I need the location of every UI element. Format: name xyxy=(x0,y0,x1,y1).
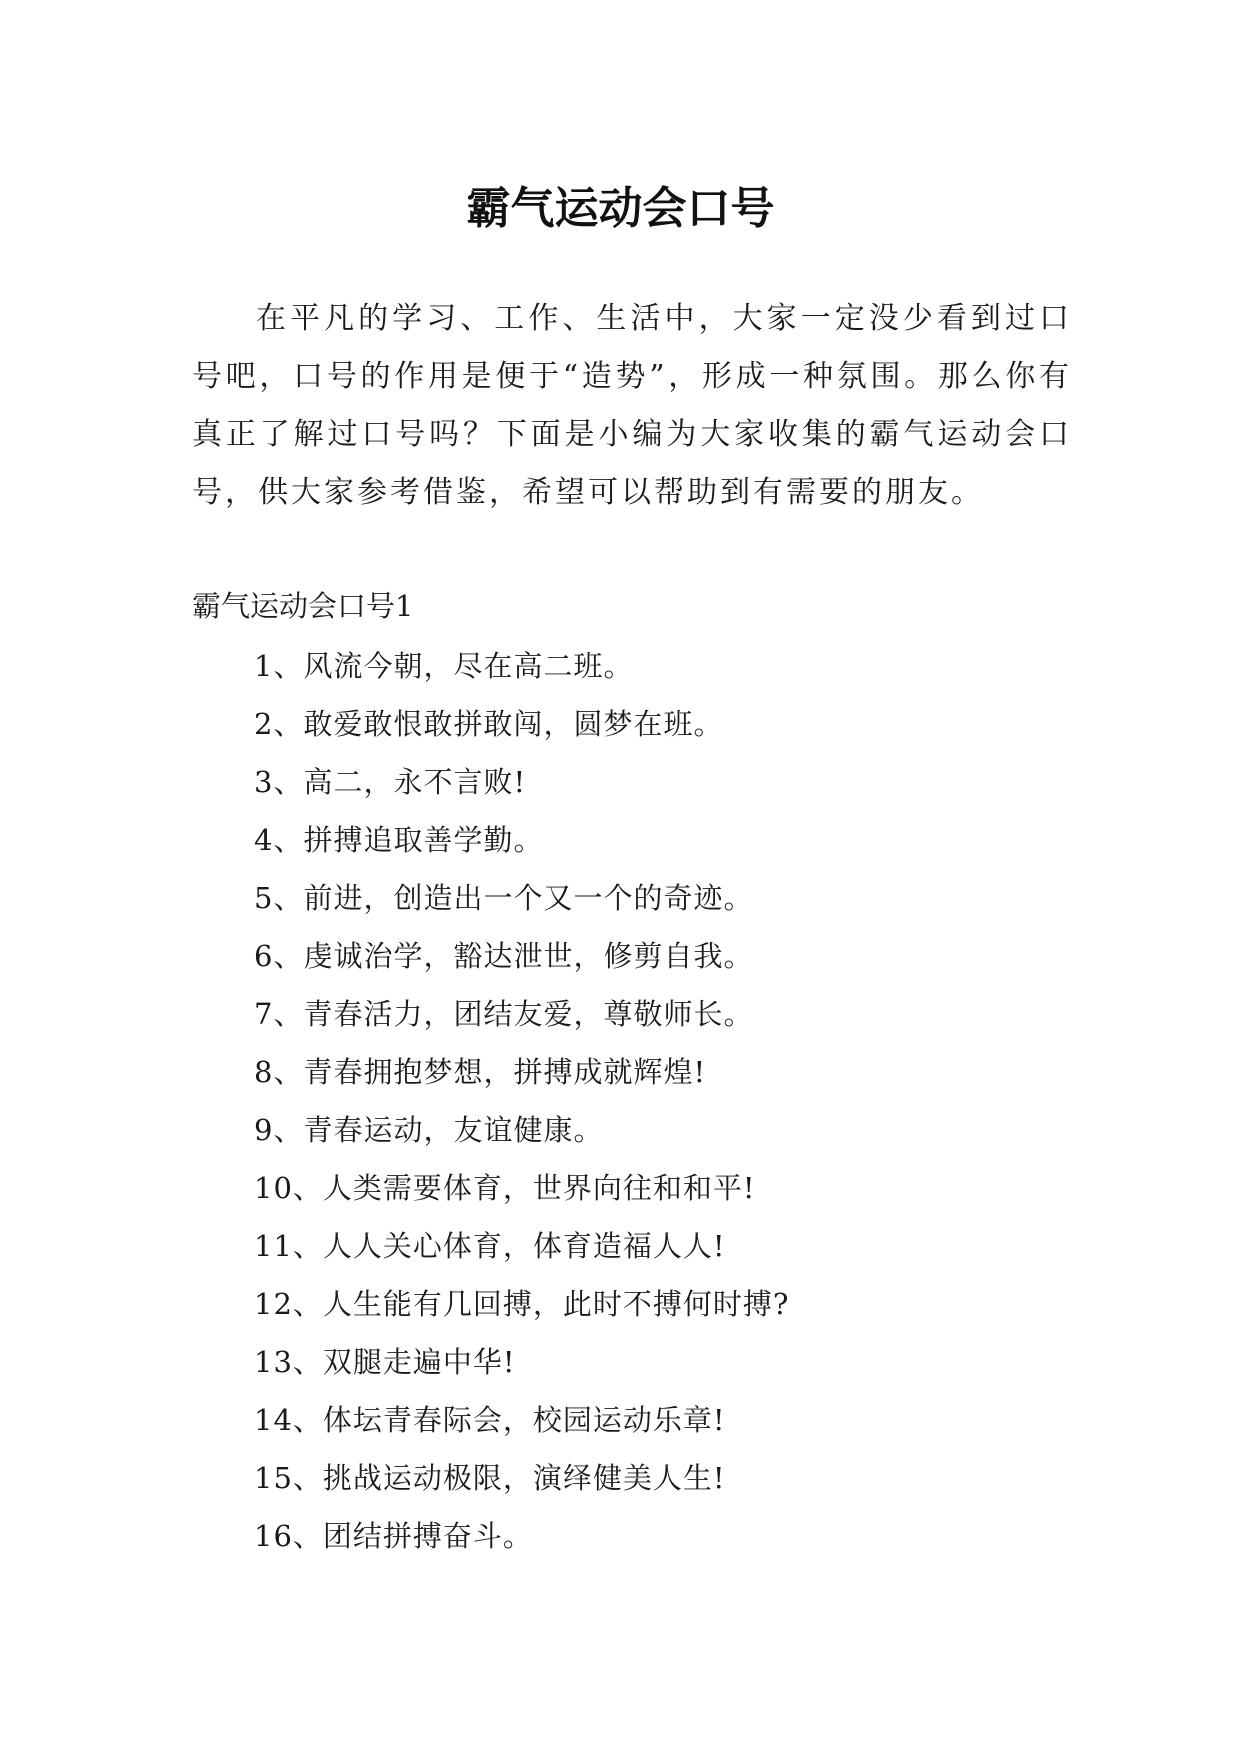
slogan-item: 14、体坛青春际会，校园运动乐章! xyxy=(254,1403,726,1437)
slogan-list xyxy=(254,637,789,1565)
slogan-item: 12、人生能有几回搏，此时不搏何时搏? xyxy=(254,1287,790,1321)
slogan-item: 5、前进，创造出一个又一个的奇迹。 xyxy=(254,881,754,915)
slogan-item: 7、青春活力，团结友爱，尊敬师长。 xyxy=(254,997,754,1031)
slogan-item: 13、双腿走遍中华! xyxy=(254,1345,516,1379)
slogan-item: 2、敢爱敢恨敢拼敢闯，圆梦在班。 xyxy=(254,707,724,741)
slogan-item: 15、挑战运动极限，演绎健美人生! xyxy=(254,1461,726,1495)
slogan-item: 10、人类需要体育，世界向往和和平! xyxy=(254,1171,756,1205)
slogan-item: 9、青春运动，友谊健康。 xyxy=(254,1113,604,1147)
slogan-item: 11、人人关心体育，体育造福人人! xyxy=(254,1229,726,1263)
intro-paragraph: 在平凡的学习、工作、生活中，大家一定没少看到过口号吧，口号的作用是便于“造势”，形成一种氛围。那么你有真正了解过口号吗？下面是小编为大家收集的霸气运动会口号，供大家参考借鉴，希望可以帮助到有需要的朋友。 xyxy=(192,301,1072,510)
slogan-item: 8、青春拥抱梦想，拼搏成就辉煌! xyxy=(254,1055,707,1089)
page-title: 霸气运动会口号 xyxy=(466,183,775,235)
slogan-item: 1、风流今朝，尽在高二班。 xyxy=(254,649,634,683)
slogan-item: 6、虔诚治学，豁达泄世，修剪自我。 xyxy=(254,939,754,973)
slogan-item: 3、高二，永不言败! xyxy=(254,765,527,799)
slogan-item: 4、拼搏追取善学勤。 xyxy=(254,823,544,857)
slogan-item: 16、团结拼搏奋斗。 xyxy=(254,1519,533,1553)
section-heading: 霸气运动会口号1 xyxy=(192,589,414,623)
